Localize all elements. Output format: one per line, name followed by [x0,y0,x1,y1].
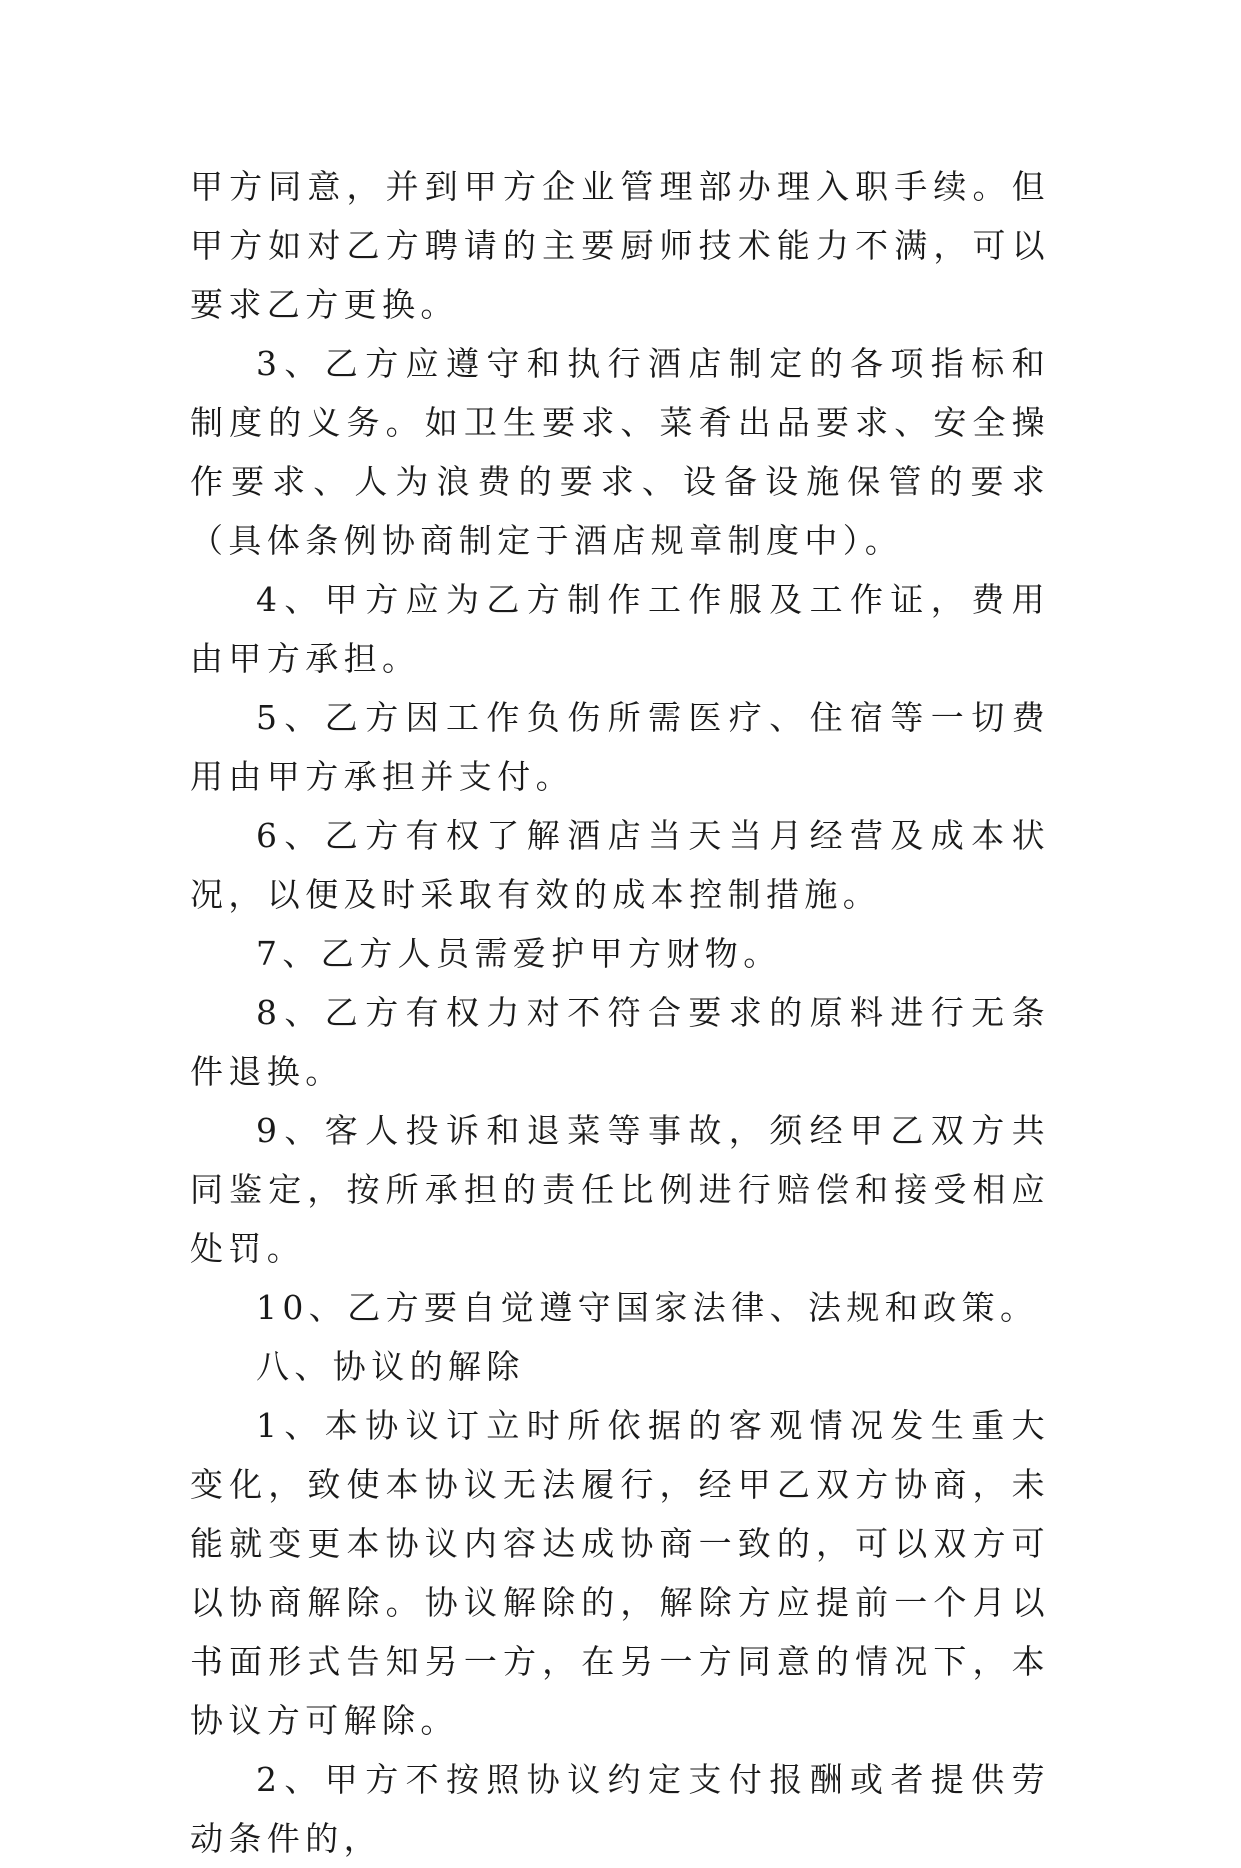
clause-7: 7、乙方人员需爱护甲方财物。 [256,934,782,973]
document-body [190,157,1050,1868]
clause-5: 5、乙方因工作负伤所需医疗、住宿等一切费用由甲方承担并支付。 [190,698,1050,796]
paragraph-continuation: 甲方同意，并到甲方企业管理部办理入职手续。但甲方如对乙方聘请的主要厨师技术能力不满，可以要求乙方更换。 [190,167,1050,324]
clause-6: 6、乙方有权了解酒店当天当月经营及成本状况，以便及时采取有效的成本控制措施。 [190,816,1050,914]
termination-clause-2: 2、甲方不按照协议约定支付报酬或者提供劳动条件的， [190,1760,1050,1858]
clause-4: 4、甲方应为乙方制作工作服及工作证，费用由甲方承担。 [190,580,1050,678]
clause-10: 10、乙方要自觉遵守国家法律、法规和政策。 [256,1288,1039,1327]
clause-9: 9、客人投诉和退菜等事故，须经甲乙双方共同鉴定，按所承担的责任比例进行赔偿和接受相应处罚。 [190,1111,1050,1268]
clause-8: 8、乙方有权力对不符合要求的原料进行无条件退换。 [190,993,1050,1091]
section-heading-termination: 八、协议的解除 [256,1347,525,1386]
termination-clause-1: 1、本协议订立时所依据的客观情况发生重大变化，致使本协议无法履行，经甲乙双方协商，未能就变更本协议内容达成协商一致的，可以双方可以协商解除。协议解除的，解除方应提前一个月以书面形式告知另一方，在另一方同意的情况下，本协议方可解除。 [190,1406,1050,1740]
clause-3: 3、乙方应遵守和执行酒店制定的各项指标和制度的义务。如卫生要求、菜肴出品要求、安全操作要求、人为浪费的要求、设备设施保管的要求（具体条例协商制定于酒店规章制度中）。 [190,344,1050,560]
